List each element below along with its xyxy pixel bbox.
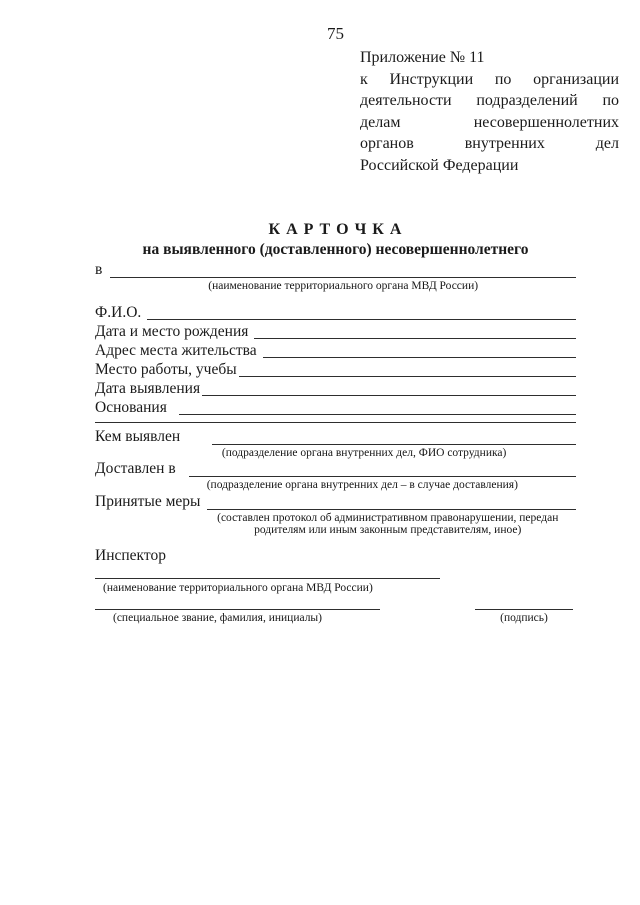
appendix-heading — [360, 47, 619, 176]
org-row — [95, 260, 576, 293]
appendix-text-line: делам несовершеннолетних — [360, 113, 619, 131]
signature-row — [95, 609, 576, 625]
org-field-label: в — [95, 261, 103, 278]
field-label: Место работы, учебы — [95, 360, 237, 378]
detected-by-caption: (подразделение органа внутренних дел, ФИО сотрудника) — [221, 446, 507, 459]
delivered-to-field — [189, 459, 576, 492]
grounds-continuation-line — [95, 418, 576, 423]
rank-name-line — [95, 609, 380, 610]
org-signature-line — [95, 578, 440, 579]
inspector-label: Инспектор — [95, 546, 166, 564]
signature-block — [475, 609, 573, 625]
form-row-work — [95, 360, 576, 379]
field-label: Доставлен в — [95, 460, 176, 477]
org-field — [110, 260, 576, 293]
measures-field — [207, 492, 576, 537]
fill-line — [202, 379, 576, 396]
fill-line — [239, 360, 576, 377]
delivered-to-caption: (подразделение органа внутренних дел – в случае доставления) — [206, 479, 518, 491]
fill-line — [147, 303, 576, 320]
card-subtitle: на выявленного (доставленного) несовершеннолетнего — [142, 241, 529, 258]
field-label: Основания — [95, 398, 167, 416]
fill-line — [263, 341, 576, 358]
form-row-fio — [95, 303, 576, 322]
delivered-to-row — [95, 459, 576, 492]
fill-line — [207, 492, 576, 510]
field-label: Дата выявления — [95, 379, 201, 397]
org-fill-line — [110, 260, 576, 278]
signature-caption: (подпись) — [500, 612, 548, 624]
org-signature-caption: (наименование территориального органа МВД России) — [103, 581, 373, 594]
field-label: Адрес места жительства — [95, 341, 257, 359]
fill-line — [212, 427, 576, 445]
form-row-address — [95, 341, 576, 360]
simple-rows — [95, 303, 576, 417]
measures-row — [95, 492, 576, 537]
signature-line — [475, 609, 573, 610]
field-label: Принятые меры — [95, 492, 201, 510]
appendix-text-line: органов внутренних дел — [360, 135, 619, 152]
appendix-text-line: деятельности подразделений по — [360, 92, 619, 109]
fill-line — [254, 322, 576, 339]
field-label: Дата и место рождения — [95, 322, 249, 340]
rank-name-caption: (специальное звание, фамилия, инициалы) — [113, 612, 322, 624]
form-body — [95, 260, 576, 625]
form-row-grounds — [95, 398, 576, 417]
field-label: Ф.И.О. — [95, 303, 142, 321]
title-block — [95, 220, 576, 259]
form-row-date-detected — [95, 379, 576, 398]
appendix-text-line: Российской Федерации — [360, 156, 519, 174]
form-row-birth — [95, 322, 576, 341]
card-title: К А Р Т О Ч К А — [268, 221, 403, 238]
appendix-text-line: к Инструкции по организации — [360, 70, 619, 88]
detected-by-row — [95, 427, 576, 460]
fill-line — [189, 459, 576, 477]
measures-caption: (составлен протокол об административном правонарушении, передан родителям или иным законным представителям, иное) — [217, 511, 559, 536]
org-field-caption: (наименование территориального органа МВД России) — [208, 280, 479, 292]
page-number: 75 — [327, 24, 344, 43]
appendix-line: Приложение № 11 — [360, 49, 485, 66]
rank-name-block — [95, 609, 380, 625]
field-label: Кем выявлен — [95, 427, 181, 445]
detected-by-field — [212, 427, 576, 460]
fill-line — [179, 398, 576, 415]
